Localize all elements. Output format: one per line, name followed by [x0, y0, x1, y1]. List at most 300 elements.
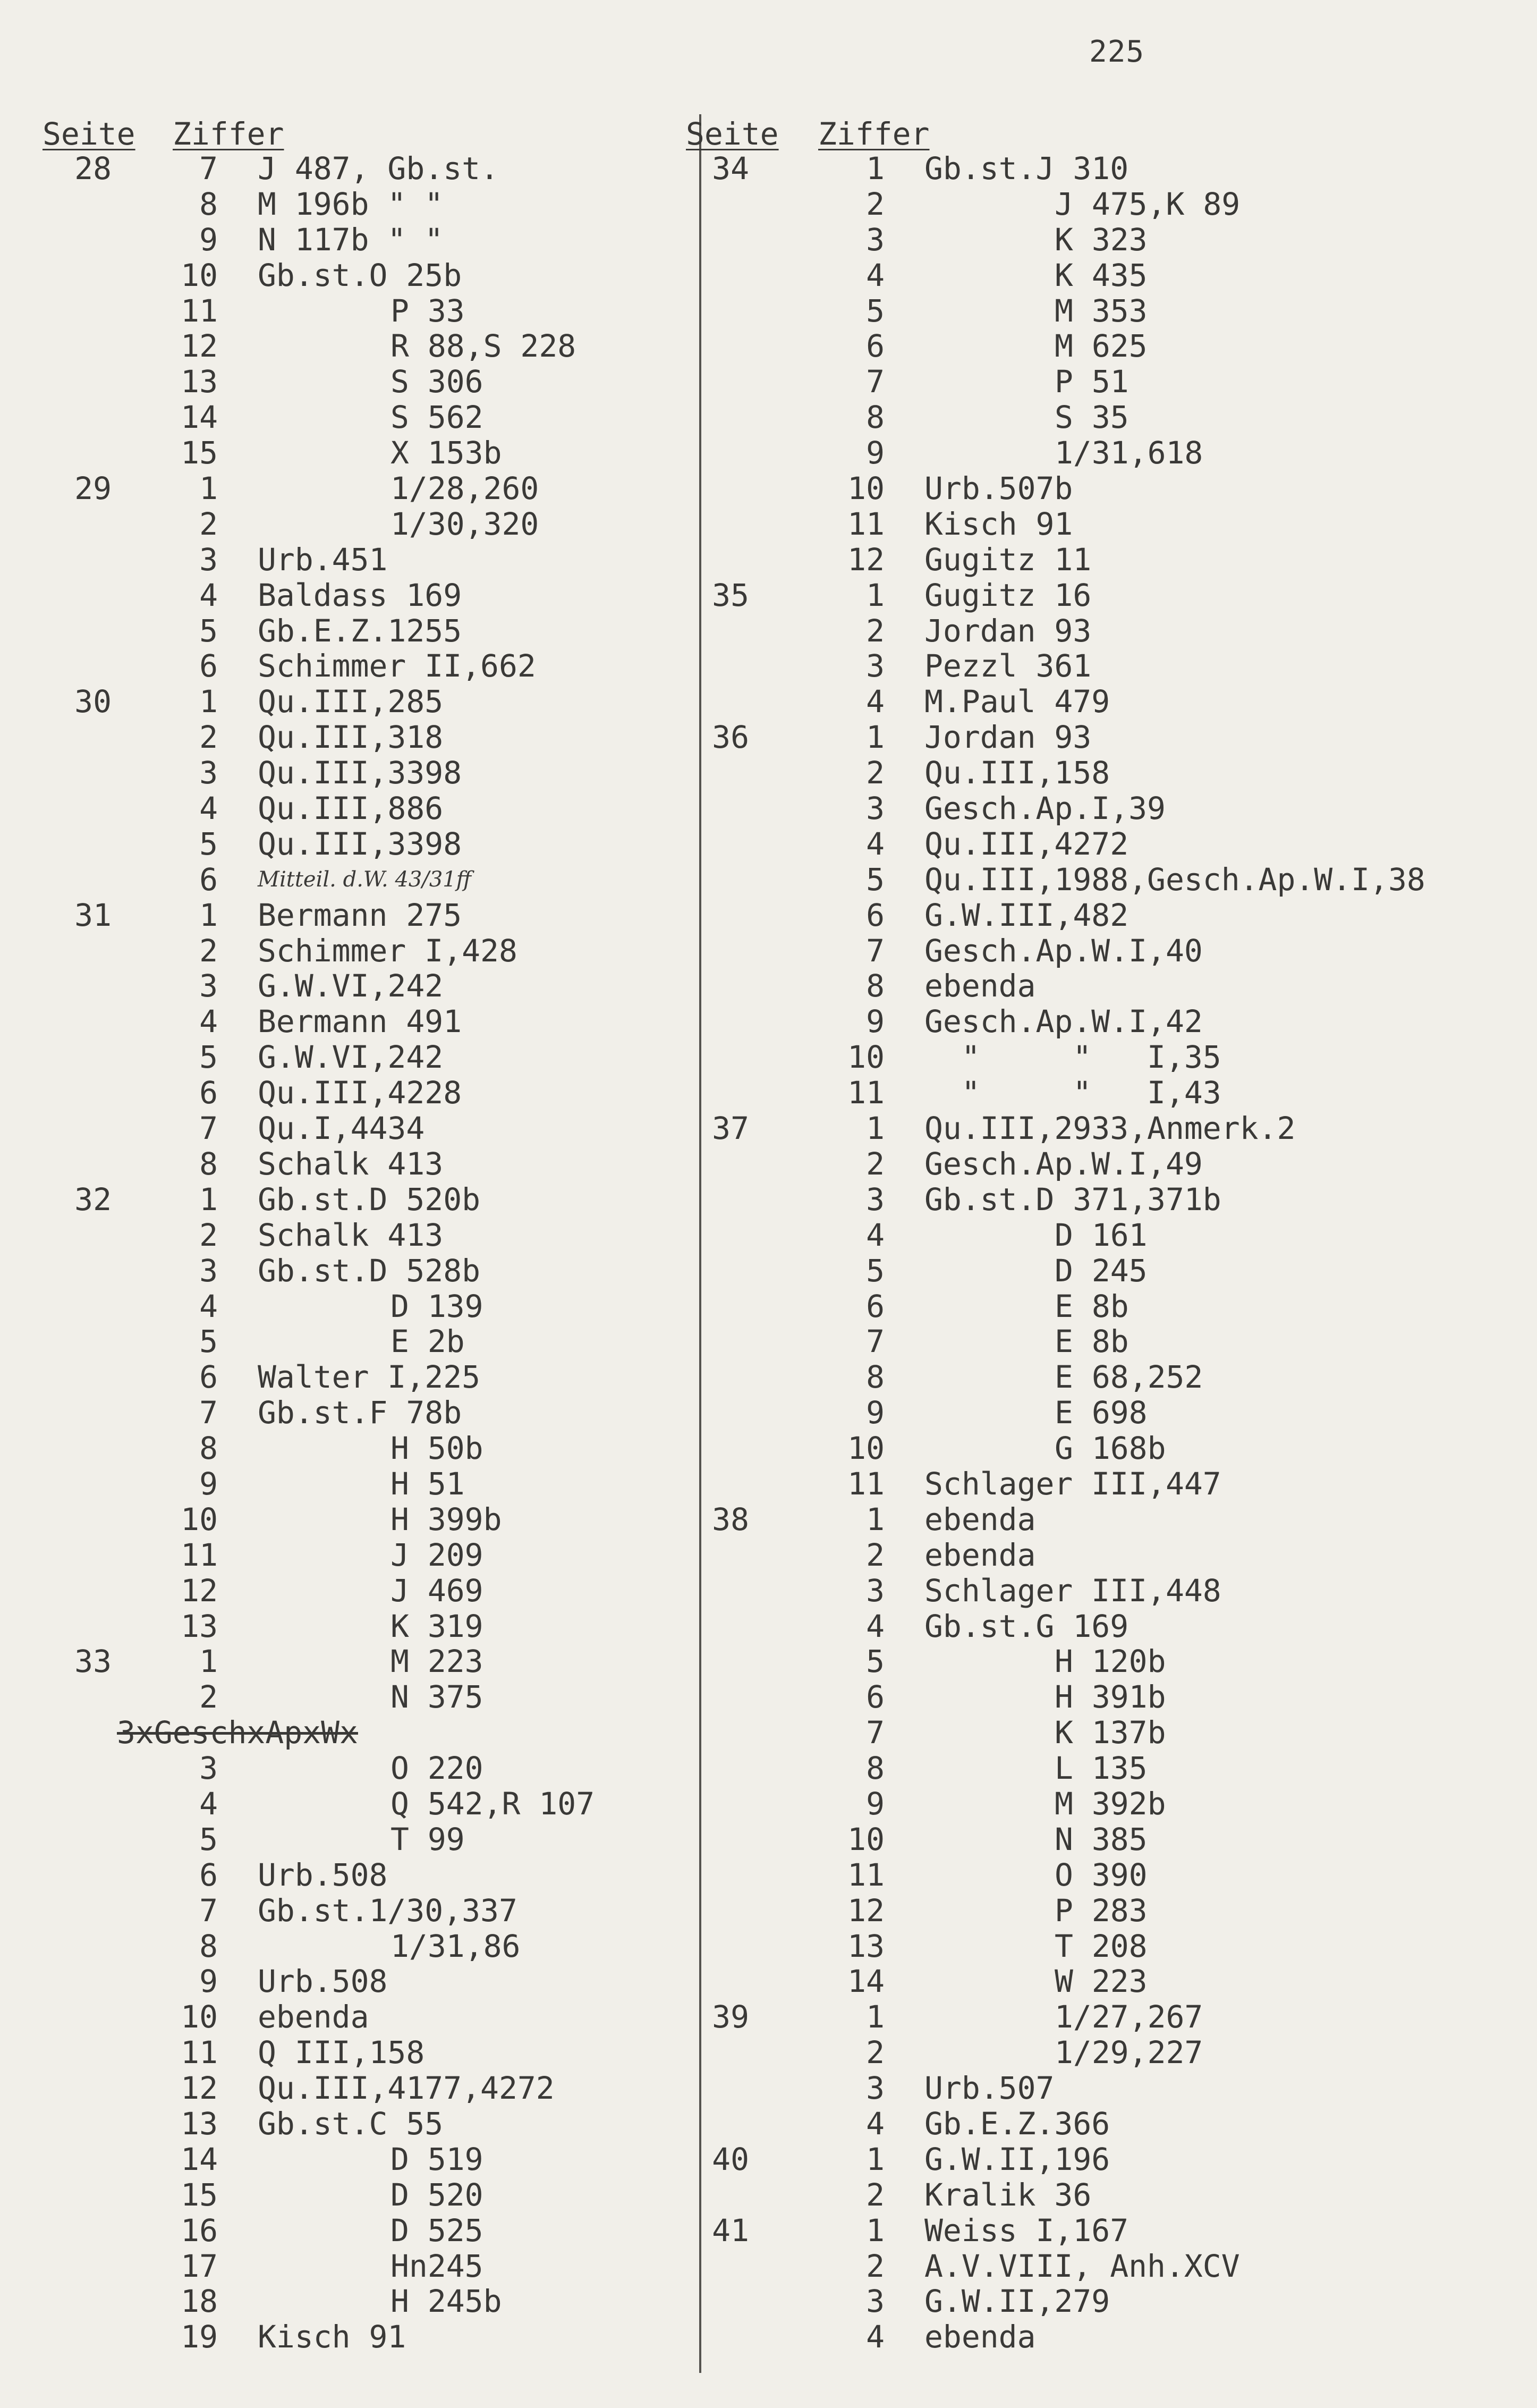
index-entry	[683, 1609, 1426, 1644]
index-entry	[683, 1751, 1426, 1786]
reference-text: " " I,35	[924, 1039, 1221, 1076]
reference-text: Urb.508	[258, 1963, 388, 2000]
ziffer-value: 7	[866, 1323, 885, 1360]
left-column	[37, 116, 781, 2355]
right-column-header	[683, 116, 1426, 151]
index-entry	[683, 1253, 1426, 1289]
reference-text: ebenda	[924, 1536, 1036, 1573]
index-entry	[37, 898, 781, 933]
index-entry	[37, 1502, 781, 1537]
page-number: 225	[1089, 35, 1145, 69]
index-entry	[37, 2249, 781, 2284]
ziffer-value: 3	[866, 1572, 885, 1609]
reference-text: K 137b	[1055, 1714, 1166, 1751]
index-entry	[37, 2142, 781, 2177]
index-entry	[683, 2071, 1426, 2106]
ziffer-value: 12	[181, 328, 218, 365]
index-entry	[683, 1822, 1426, 1857]
reference-text: Gb.st.D 371,371b	[924, 1181, 1221, 1218]
seite-value: 39	[712, 1999, 749, 2035]
ziffer-value: 7	[199, 1395, 218, 1431]
index-entry	[37, 187, 781, 222]
index-entry	[683, 400, 1426, 435]
ziffer-value: 5	[199, 612, 218, 649]
index-entry	[37, 1644, 781, 1679]
ziffer-value: 2	[199, 505, 218, 542]
ziffer-value: 8	[866, 968, 885, 1004]
ziffer-value: 9	[199, 1963, 218, 2000]
reference-text: K 323	[1055, 221, 1148, 258]
right-entries	[683, 151, 1426, 2355]
reference-text: E 698	[1055, 1395, 1148, 1431]
reference-text: S 562	[390, 399, 483, 436]
reference-text: Gesch.Ap.W.I,42	[924, 1003, 1203, 1040]
index-entry	[37, 826, 781, 862]
handwritten-reference: Mitteil. d.W. 43/31ff	[258, 867, 472, 892]
ziffer-value: 1	[199, 470, 218, 507]
seite-value: 29	[74, 470, 112, 507]
index-entry	[37, 1573, 781, 1609]
ziffer-value: 17	[181, 2248, 218, 2284]
ziffer-value: 7	[199, 150, 218, 187]
reference-text: Weiss I,167	[924, 2212, 1129, 2249]
index-entry	[37, 968, 781, 1004]
ziffer-value: 11	[847, 505, 885, 542]
index-entry	[37, 1324, 781, 1359]
reference-text: M 625	[1055, 328, 1148, 365]
reference-text: Gugitz 11	[924, 541, 1092, 578]
ziffer-value: 4	[866, 257, 885, 293]
ziffer-value: 4	[866, 1216, 885, 1253]
ziffer-value: 4	[199, 1003, 218, 1040]
reference-text: T 208	[1055, 1928, 1148, 1964]
ziffer-value: 14	[181, 2141, 218, 2177]
index-entry	[683, 648, 1426, 684]
ziffer-value: 10	[847, 1039, 885, 1076]
reference-text: Gesch.Ap.W.I,49	[924, 1145, 1203, 1182]
ziffer-value: 9	[866, 435, 885, 471]
ziffer-value: 6	[199, 861, 218, 898]
reference-text: Kisch 91	[258, 2319, 406, 2355]
seite-value: 38	[712, 1501, 749, 1537]
ziffer-value: 5	[199, 1323, 218, 1360]
ziffer-value: 7	[866, 1714, 885, 1751]
ziffer-value: 8	[866, 1750, 885, 1787]
index-entry	[37, 755, 781, 791]
index-entry	[683, 578, 1426, 613]
reference-text: Kisch 91	[924, 505, 1073, 542]
reference-text: G.W.VI,242	[258, 1039, 444, 1076]
ziffer-value: 3xGeschxApxWx	[117, 1714, 358, 1751]
index-entry	[683, 2284, 1426, 2319]
reference-text: Schalk 413	[258, 1145, 444, 1182]
index-entry	[37, 613, 781, 649]
reference-text: Qu.I,4434	[258, 1110, 425, 1147]
reference-text: ebenda	[258, 1999, 369, 2035]
reference-text: Urb.507	[924, 2070, 1055, 2107]
ziffer-value: 14	[181, 399, 218, 436]
ziffer-value: 7	[866, 932, 885, 969]
index-entry	[37, 1857, 781, 1893]
ziffer-value: 3	[199, 1252, 218, 1289]
index-entry	[37, 1822, 781, 1857]
reference-text: X 153b	[390, 435, 502, 471]
reference-text: J 469	[390, 1572, 483, 1609]
index-entry	[37, 293, 781, 329]
index-entry	[37, 1537, 781, 1573]
reference-text: J 209	[390, 1536, 483, 1573]
reference-text: Urb.507b	[924, 470, 1073, 507]
ziffer-value: 10	[181, 257, 218, 293]
reference-text: Qu.III,4228	[258, 1075, 462, 1111]
index-entry	[37, 578, 781, 613]
index-entry	[37, 684, 781, 720]
reference-text: O 390	[1055, 1856, 1148, 1893]
reference-text: J 487, Gb.st.	[258, 150, 499, 187]
seite-value: 35	[712, 577, 749, 613]
ziffer-value: 3	[199, 755, 218, 791]
reference-text: Pezzl 361	[924, 648, 1092, 685]
index-entry	[37, 1075, 781, 1111]
index-entry	[683, 2035, 1426, 2071]
index-entry	[683, 2213, 1426, 2249]
index-entry	[37, 2035, 781, 2071]
index-entry	[683, 1431, 1426, 1466]
index-entry	[683, 826, 1426, 862]
ziffer-value: 2	[866, 1145, 885, 1182]
index-entry	[683, 1537, 1426, 1573]
reference-text: T 99	[390, 1821, 465, 1857]
seite-value: 40	[712, 2141, 749, 2177]
reference-text: D 519	[390, 2141, 483, 2177]
reference-text: N 385	[1055, 1821, 1148, 1857]
index-entry	[683, 506, 1426, 542]
seite-header: Seite	[43, 116, 135, 152]
index-entry	[37, 1395, 781, 1431]
index-entry	[683, 187, 1426, 222]
index-entry	[683, 151, 1426, 187]
reference-text: Gb.st.G 169	[924, 1608, 1129, 1644]
reference-text: M 392b	[1055, 1785, 1166, 1822]
index-entry	[683, 1218, 1426, 1253]
reference-text: " " I,43	[924, 1075, 1221, 1111]
reference-text: Q III,158	[258, 2034, 425, 2071]
index-entry	[37, 1786, 781, 1822]
ziffer-value: 10	[181, 1999, 218, 2035]
ziffer-value: 13	[181, 2105, 218, 2142]
index-entry	[37, 933, 781, 969]
index-entry	[37, 648, 781, 684]
reference-text: G.W.III,482	[924, 897, 1129, 933]
reference-text: G 168b	[1055, 1430, 1166, 1467]
reference-text: A.V.VIII, Anh.XCV	[924, 2248, 1240, 2284]
index-entry	[37, 328, 781, 364]
reference-text: H 391b	[1055, 1679, 1166, 1716]
ziffer-value: 10	[847, 1430, 885, 1467]
reference-text: G.W.II,279	[924, 2283, 1110, 2320]
reference-text: Schalk 413	[258, 1216, 444, 1253]
reference-text: 1/29,227	[1055, 2034, 1203, 2071]
reference-text: ebenda	[924, 1501, 1036, 1537]
reference-text: Gb.E.Z.366	[924, 2105, 1110, 2142]
ziffer-header: Ziffer	[818, 116, 930, 152]
ziffer-value: 2	[199, 719, 218, 756]
ziffer-value: 5	[866, 861, 885, 898]
index-entry	[37, 151, 781, 187]
index-entry	[37, 1289, 781, 1324]
index-entry	[37, 2284, 781, 2319]
left-entries	[37, 151, 781, 2355]
seite-value: 36	[712, 719, 749, 756]
ziffer-value: 2	[866, 2034, 885, 2071]
index-entry	[683, 542, 1426, 578]
reference-text: Schimmer I,428	[258, 932, 517, 969]
seite-value: 32	[74, 1181, 112, 1218]
reference-text: D 525	[390, 2212, 483, 2249]
index-entry	[37, 222, 781, 258]
reference-text: 1/31,618	[1055, 435, 1203, 471]
ziffer-value: 6	[866, 1679, 885, 1716]
reference-text: G.W.II,196	[924, 2141, 1110, 2177]
reference-text: Qu.III,4272	[924, 825, 1129, 862]
reference-text: Jordan 93	[924, 612, 1092, 649]
index-entry	[683, 968, 1426, 1004]
index-entry	[37, 791, 781, 826]
index-entry	[683, 222, 1426, 258]
index-entry	[37, 1040, 781, 1075]
reference-text: W 223	[1055, 1963, 1148, 2000]
ziffer-value: 8	[199, 1928, 218, 1964]
reference-text: M 196b " "	[258, 185, 444, 222]
ziffer-value: 19	[181, 2319, 218, 2355]
ziffer-value: 11	[847, 1465, 885, 1502]
index-entry	[683, 435, 1426, 471]
ziffer-value: 1	[866, 2212, 885, 2249]
index-entry	[37, 1004, 781, 1040]
reference-text: 1/31,86	[390, 1928, 521, 1964]
ziffer-value: 4	[866, 2319, 885, 2355]
reference-text: Gb.st.C 55	[258, 2105, 444, 2142]
index-entry	[683, 1893, 1426, 1929]
ziffer-value: 2	[199, 1679, 218, 1716]
reference-text: R 88,S 228	[390, 328, 576, 365]
ziffer-value: 3	[866, 221, 885, 258]
index-entry	[683, 1289, 1426, 1324]
index-entry	[37, 471, 781, 506]
ziffer-value: 13	[847, 1928, 885, 1964]
ziffer-value: 6	[866, 328, 885, 365]
index-entry	[683, 1786, 1426, 1822]
ziffer-value: 4	[199, 1288, 218, 1324]
ziffer-value: 3	[866, 2070, 885, 2107]
index-entry	[37, 1929, 781, 1964]
reference-text: Hn245	[390, 2248, 483, 2284]
ziffer-value: 11	[181, 2034, 218, 2071]
reference-text: D 161	[1055, 1216, 1148, 1253]
reference-text: Gb.st.D 520b	[258, 1181, 481, 1218]
index-entry	[37, 1964, 781, 1999]
reference-text: H 50b	[390, 1430, 483, 1467]
reference-text: Qu.III,1988,Gesch.Ap.W.I,38	[924, 861, 1425, 898]
index-entry	[683, 1146, 1426, 1182]
index-entry	[37, 1111, 781, 1146]
reference-text: Gb.st.F 78b	[258, 1395, 462, 1431]
ziffer-value: 4	[866, 825, 885, 862]
ziffer-value: 3	[199, 968, 218, 1004]
ziffer-value: 3	[199, 1750, 218, 1787]
reference-text: Schlager III,448	[924, 1572, 1221, 1609]
ziffer-value: 16	[181, 2212, 218, 2249]
index-entry	[37, 1253, 781, 1289]
index-entry	[37, 506, 781, 542]
seite-value: 41	[712, 2212, 749, 2249]
index-entry	[37, 2319, 781, 2355]
ziffer-value: 5	[866, 1252, 885, 1289]
reference-text: Jordan 93	[924, 719, 1092, 756]
reference-text: Qu.III,158	[924, 755, 1110, 791]
index-entry	[683, 1644, 1426, 1679]
reference-text: H 51	[390, 1465, 465, 1502]
reference-text: Qu.III,886	[258, 790, 444, 827]
index-entry	[683, 293, 1426, 329]
seite-value: 34	[712, 150, 749, 187]
ziffer-value: 2	[199, 932, 218, 969]
index-entry	[683, 1359, 1426, 1395]
ziffer-value: 10	[847, 1821, 885, 1857]
index-entry	[37, 1999, 781, 2035]
ziffer-value: 2	[866, 2176, 885, 2213]
ziffer-value: 7	[199, 1892, 218, 1929]
ziffer-value: 1	[199, 683, 218, 720]
ziffer-value: 1	[199, 1643, 218, 1680]
ziffer-value: 1	[866, 577, 885, 613]
index-entry	[683, 1111, 1426, 1146]
reference-text: N 117b " "	[258, 221, 444, 258]
index-entry	[683, 471, 1426, 506]
reference-text: N 375	[390, 1679, 483, 1716]
ziffer-value: 18	[181, 2283, 218, 2320]
reference-text: 1/30,320	[390, 505, 539, 542]
index-entry	[37, 1359, 781, 1395]
reference-text: E 8b	[1055, 1323, 1129, 1360]
ziffer-value: 2	[866, 612, 885, 649]
right-column	[683, 116, 1426, 2355]
index-entry	[37, 1431, 781, 1466]
seite-value: 37	[712, 1110, 749, 1147]
ziffer-value: 10	[181, 1501, 218, 1537]
index-entry	[683, 364, 1426, 400]
index-entry	[37, 720, 781, 755]
reference-text: Urb.508	[258, 1856, 388, 1893]
index-entry	[683, 720, 1426, 755]
reference-text: H 245b	[390, 2283, 502, 2320]
index-entry	[683, 2249, 1426, 2284]
ziffer-value: 9	[866, 1395, 885, 1431]
ziffer-value: 5	[199, 825, 218, 862]
ziffer-value: 11	[847, 1856, 885, 1893]
reference-text: Gb.E.Z.1255	[258, 612, 462, 649]
reference-text: E 2b	[390, 1323, 465, 1360]
reference-text: Bermann 275	[258, 897, 462, 933]
reference-text: P 283	[1055, 1892, 1148, 1929]
seite-value: 28	[74, 150, 112, 187]
reference-text: ebenda	[924, 2319, 1036, 2355]
ziffer-value: 2	[866, 185, 885, 222]
reference-text: 1/28,260	[390, 470, 539, 507]
ziffer-value: 9	[199, 1465, 218, 1502]
reference-text: L 135	[1055, 1750, 1148, 1787]
ziffer-value: 12	[181, 1572, 218, 1609]
index-entry	[683, 933, 1426, 969]
ziffer-value: 4	[199, 577, 218, 613]
index-entry	[37, 1218, 781, 1253]
reference-text: Qu.III,4177,4272	[258, 2070, 555, 2107]
index-entry	[683, 328, 1426, 364]
ziffer-value: 11	[847, 1075, 885, 1111]
index-entry	[683, 1182, 1426, 1218]
reference-text: Qu.III,3398	[258, 755, 462, 791]
index-entry	[37, 364, 781, 400]
reference-text: Gb.st.O 25b	[258, 257, 462, 293]
index-entry	[683, 613, 1426, 649]
reference-text: Gb.st.1/30,337	[258, 1892, 517, 1929]
reference-text: M.Paul 479	[924, 683, 1110, 720]
index-entry	[683, 1502, 1426, 1537]
index-entry	[37, 2177, 781, 2213]
reference-text: H 399b	[390, 1501, 502, 1537]
ziffer-value: 5	[866, 292, 885, 329]
reference-text: Qu.III,2933,Anmerk.2	[924, 1110, 1296, 1147]
reference-text: Gb.st.J 310	[924, 150, 1129, 187]
ziffer-value: 6	[199, 1359, 218, 1396]
left-column-header	[37, 116, 781, 151]
ziffer-value: 6	[199, 1075, 218, 1111]
index-entry	[683, 1395, 1426, 1431]
seite-value: 31	[74, 897, 112, 933]
reference-text: H 120b	[1055, 1643, 1166, 1680]
reference-text: Gugitz 16	[924, 577, 1092, 613]
index-entry	[37, 862, 781, 898]
index-entry	[37, 2106, 781, 2142]
reference-text: Gesch.Ap.W.I,40	[924, 932, 1203, 969]
reference-text: Gb.st.D 528b	[258, 1252, 481, 1289]
index-entry	[683, 1857, 1426, 1893]
index-entry	[37, 1715, 781, 1751]
index-entry	[683, 862, 1426, 898]
index-entry	[683, 2142, 1426, 2177]
reference-text: Qu.III,318	[258, 719, 444, 756]
ziffer-value: 7	[866, 364, 885, 400]
ziffer-value: 9	[866, 1003, 885, 1040]
reference-text: Urb.451	[258, 541, 388, 578]
index-entry	[37, 1679, 781, 1715]
ziffer-value: 3	[866, 1181, 885, 1218]
index-entry	[37, 258, 781, 293]
ziffer-value: 4	[199, 1785, 218, 1822]
index-entry	[37, 1751, 781, 1786]
ziffer-value: 13	[181, 1608, 218, 1644]
ziffer-value: 2	[199, 1216, 218, 1253]
ziffer-value: 2	[866, 755, 885, 791]
index-entry	[683, 1999, 1426, 2035]
reference-text: ebenda	[924, 968, 1036, 1004]
index-entry	[683, 258, 1426, 293]
reference-text: Schlager III,447	[924, 1465, 1221, 1502]
ziffer-value: 3	[866, 790, 885, 827]
reference-text: Baldass 169	[258, 577, 462, 613]
ziffer-value: 14	[847, 1963, 885, 2000]
reference-text: K 435	[1055, 257, 1148, 293]
